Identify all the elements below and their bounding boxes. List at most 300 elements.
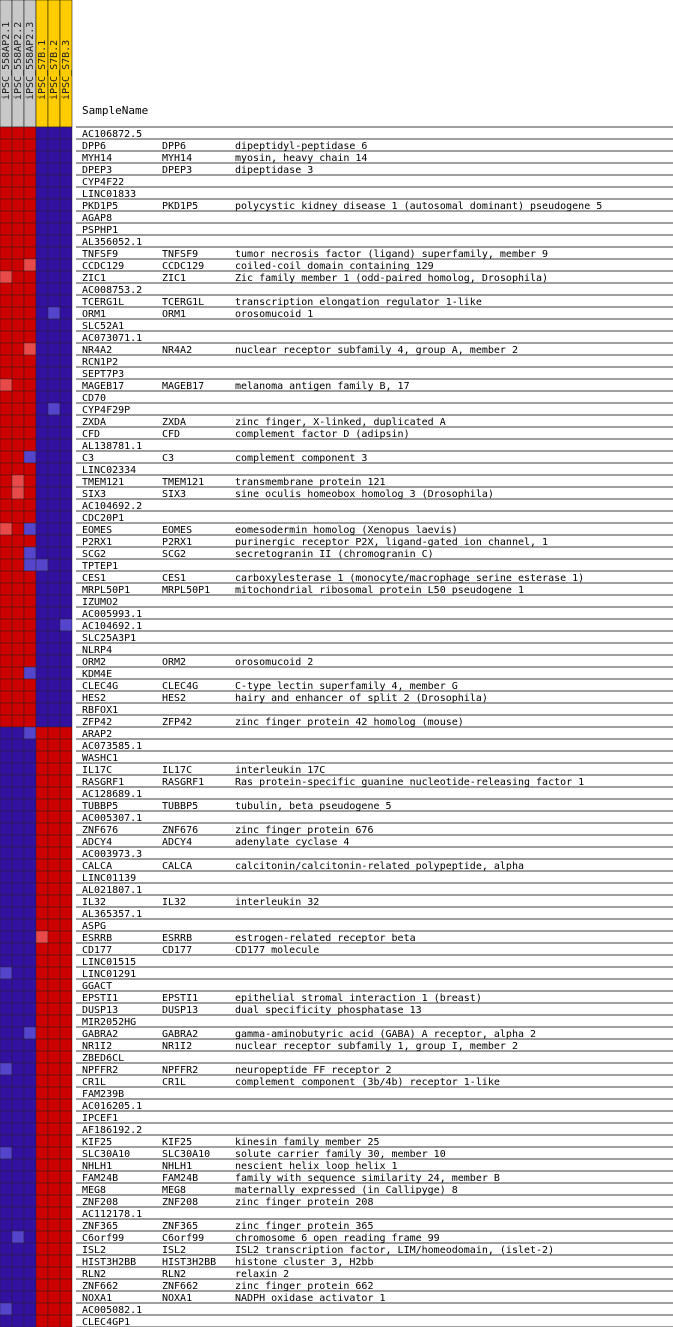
heatmap-cell	[12, 967, 24, 979]
heatmap-cell	[48, 355, 60, 367]
heatmap-cell	[48, 163, 60, 175]
heatmap-cell	[48, 1195, 60, 1207]
row-id: AC016205.1	[82, 1101, 143, 1112]
heatmap-cell	[36, 1315, 48, 1327]
heatmap-cell	[0, 223, 12, 235]
heatmap-cell	[36, 955, 48, 967]
heatmap-cell	[36, 1039, 48, 1051]
heatmap-cell	[60, 847, 72, 859]
heatmap-cell	[12, 523, 24, 535]
heatmap-cell	[0, 379, 12, 391]
heatmap-cell	[36, 343, 48, 355]
heatmap-cell	[12, 871, 24, 883]
heatmap-cell	[60, 223, 72, 235]
heatmap-cell	[48, 223, 60, 235]
heatmap-cell	[36, 619, 48, 631]
heatmap-cell	[48, 547, 60, 559]
heatmap-cell	[48, 451, 60, 463]
heatmap-cell	[36, 199, 48, 211]
heatmap-cell	[12, 355, 24, 367]
heatmap-cell	[36, 931, 48, 943]
heatmap-cell	[60, 259, 72, 271]
row-id: AL356052.1	[82, 237, 143, 248]
heatmap-cell	[36, 631, 48, 643]
heatmap-cell	[60, 1123, 72, 1135]
heatmap-cell	[12, 283, 24, 295]
heatmap-cell	[12, 187, 24, 199]
row-description: estrogen-related receptor beta	[235, 933, 416, 944]
heatmap-cell	[24, 1231, 36, 1243]
row-id: LINC02334	[82, 465, 137, 476]
row-id: ZNF676	[82, 825, 119, 836]
row-description: orosomucoid 2	[235, 657, 314, 668]
heatmap-cell	[36, 1027, 48, 1039]
heatmap-cell	[12, 1099, 24, 1111]
heatmap-cell	[24, 859, 36, 871]
heatmap-cell	[36, 163, 48, 175]
heatmap-cell	[12, 1195, 24, 1207]
heatmap-cell	[60, 343, 72, 355]
row-description: zinc finger protein 42 homolog (mouse)	[235, 717, 464, 728]
row-id: AF186192.2	[82, 1125, 143, 1136]
heatmap-cell	[48, 619, 60, 631]
heatmap-cell	[0, 775, 12, 787]
heatmap-cell	[12, 1183, 24, 1195]
heatmap-cell	[0, 319, 12, 331]
row-id: ISL2	[82, 1245, 107, 1256]
heatmap-cell	[36, 1147, 48, 1159]
heatmap-cell	[60, 427, 72, 439]
heatmap-cell	[60, 835, 72, 847]
heatmap-cell	[60, 379, 72, 391]
heatmap-cell	[36, 679, 48, 691]
heatmap-cell	[12, 691, 24, 703]
row-id: SCG2	[82, 549, 107, 560]
row-id: CD177	[82, 945, 113, 956]
heatmap-cell	[60, 883, 72, 895]
heatmap-cell	[12, 343, 24, 355]
heatmap-cell	[12, 919, 24, 931]
heatmap-cell	[48, 367, 60, 379]
heatmap-cell	[48, 271, 60, 283]
heatmap-cell	[24, 895, 36, 907]
heatmap-cell	[0, 1111, 12, 1123]
heatmap-cell	[24, 475, 36, 487]
heatmap-cell	[12, 1279, 24, 1291]
heatmap-cell	[60, 235, 72, 247]
heatmap-cell	[12, 739, 24, 751]
heatmap-cell	[60, 631, 72, 643]
heatmap-cell	[12, 511, 24, 523]
heatmap-cell	[36, 691, 48, 703]
heatmap-cell	[48, 295, 60, 307]
row-id: IPCEF1	[82, 1113, 119, 1124]
heatmap-cell	[0, 799, 12, 811]
heatmap-cell	[12, 571, 24, 583]
heatmap-cell	[24, 1171, 36, 1183]
row-id: CR1L	[82, 1077, 107, 1088]
heatmap-cell	[0, 607, 12, 619]
heatmap-cell	[24, 559, 36, 571]
heatmap-cell	[12, 259, 24, 271]
heatmap-cell	[24, 1027, 36, 1039]
heatmap-cell	[0, 763, 12, 775]
heatmap-cell	[48, 307, 60, 319]
heatmap-cell	[0, 403, 12, 415]
row-description: ISL2 transcription factor, LIM/homeodomain, (islet-2)	[235, 1245, 555, 1256]
row-description: purinergic receptor P2X, ligand-gated ion channel, 1	[235, 537, 549, 548]
row-description: dipeptidyl-peptidase 6	[235, 141, 368, 152]
heatmap-cell	[12, 895, 24, 907]
heatmap-cell	[48, 1003, 60, 1015]
heatmap-cell	[60, 1063, 72, 1075]
heatmap-cell	[24, 883, 36, 895]
heatmap-cell	[12, 163, 24, 175]
heatmap-cell	[60, 943, 72, 955]
row-id: AGAP8	[82, 213, 113, 224]
heatmap-cell	[60, 1159, 72, 1171]
row-id: MRPL50P1	[82, 585, 131, 596]
row-id: ZFP42	[82, 717, 113, 728]
heatmap-cell	[48, 655, 60, 667]
row-symbol: HIST3H2BB	[162, 1257, 217, 1268]
heatmap-cell	[0, 847, 12, 859]
heatmap-cell	[24, 907, 36, 919]
heatmap-cell	[0, 355, 12, 367]
heatmap-cell	[12, 715, 24, 727]
heatmap-cell	[60, 1015, 72, 1027]
row-description: Zic family member 1 (odd-paired homolog, Drosophila)	[235, 273, 549, 284]
row-id: CLEC4G	[82, 681, 119, 692]
heatmap-cell	[24, 1135, 36, 1147]
heatmap-cell	[60, 691, 72, 703]
row-id: TCERG1L	[82, 297, 125, 308]
heatmap-cell	[12, 295, 24, 307]
heatmap-cell	[12, 1255, 24, 1267]
heatmap-cell	[36, 331, 48, 343]
row-symbol: DUSP13	[162, 1005, 199, 1016]
heatmap-cell	[48, 835, 60, 847]
row-description: dual specificity phosphatase 13	[235, 1005, 422, 1016]
heatmap-cell	[60, 1231, 72, 1243]
heatmap-cell	[36, 1291, 48, 1303]
heatmap-cell	[60, 331, 72, 343]
row-description: nescient helix loop helix 1	[235, 1161, 398, 1172]
heatmap-cell	[24, 391, 36, 403]
row-id: TNFSF9	[82, 249, 119, 260]
row-symbol: NPFFR2	[162, 1065, 199, 1076]
row-id: EOMES	[82, 525, 113, 536]
heatmap-cell	[48, 991, 60, 1003]
sample-label: iPSC_558AP2.1	[1, 21, 12, 100]
heatmap-cell	[60, 907, 72, 919]
heatmap-cell	[36, 859, 48, 871]
heatmap-cell	[12, 211, 24, 223]
heatmap-cell	[0, 739, 12, 751]
heatmap-cell	[48, 1087, 60, 1099]
heatmap-cell	[48, 1075, 60, 1087]
heatmap-cell	[24, 235, 36, 247]
row-symbol: CCDC129	[162, 261, 205, 272]
heatmap-cell	[48, 631, 60, 643]
heatmap-cell	[60, 1207, 72, 1219]
row-id: AC112178.1	[82, 1209, 143, 1220]
heatmap-cell	[48, 943, 60, 955]
heatmap-cell	[36, 847, 48, 859]
heatmap-cell	[36, 1195, 48, 1207]
heatmap-cell	[60, 727, 72, 739]
heatmap-cell	[48, 1051, 60, 1063]
heatmap-cell	[48, 1303, 60, 1315]
heatmap-cell	[12, 247, 24, 259]
heatmap-cell	[24, 127, 36, 139]
row-symbol: ESRRB	[162, 933, 193, 944]
heatmap-cell	[48, 703, 60, 715]
heatmap-cell	[36, 223, 48, 235]
row-symbol: IL17C	[162, 765, 193, 776]
row-description: complement component (3b/4b) receptor 1-like	[235, 1077, 500, 1088]
heatmap-cell	[12, 667, 24, 679]
heatmap-cell	[60, 1315, 72, 1327]
heatmap-cell	[36, 523, 48, 535]
heatmap-cell	[60, 559, 72, 571]
row-id: LINC01833	[82, 189, 137, 200]
heatmap-cell	[60, 511, 72, 523]
heatmap-cell	[48, 175, 60, 187]
heatmap-cell	[24, 823, 36, 835]
row-id: KDM4E	[82, 669, 113, 680]
row-symbol: MYH14	[162, 153, 193, 164]
heatmap-cell	[36, 1219, 48, 1231]
row-description: coiled-coil domain containing 129	[235, 261, 434, 272]
heatmap-cell	[48, 211, 60, 223]
row-symbol: CES1	[162, 573, 187, 584]
heatmap-cell	[12, 751, 24, 763]
heatmap-cell	[36, 475, 48, 487]
heatmap-cell	[60, 1111, 72, 1123]
heatmap-cell	[48, 319, 60, 331]
heatmap-cell	[0, 163, 12, 175]
heatmap-cell	[48, 919, 60, 931]
row-description: transmembrane protein 121	[235, 477, 386, 488]
heatmap-cell	[24, 223, 36, 235]
heatmap-cell	[24, 199, 36, 211]
heatmap-cell	[48, 907, 60, 919]
row-id: CDC20P1	[82, 513, 125, 524]
sample-label: iPSC_S7B.1	[37, 39, 48, 100]
heatmap-cell	[60, 367, 72, 379]
heatmap-cell	[36, 235, 48, 247]
row-id: MAGEB17	[82, 381, 125, 392]
heatmap-cell	[12, 499, 24, 511]
heatmap-cell	[0, 343, 12, 355]
heatmap-cell	[60, 1051, 72, 1063]
heatmap-cell	[60, 139, 72, 151]
heatmap-cell	[60, 895, 72, 907]
heatmap-cell	[0, 655, 12, 667]
heatmap-cell	[36, 895, 48, 907]
heatmap-cell	[48, 487, 60, 499]
row-description: solute carrier family 30, member 10	[235, 1149, 446, 1160]
heatmap-cell	[48, 583, 60, 595]
heatmap-cell	[60, 1039, 72, 1051]
heatmap-cell	[60, 775, 72, 787]
heatmap-cell	[48, 439, 60, 451]
row-description: carboxylesterase 1 (monocyte/macrophage serine esterase 1)	[235, 573, 585, 584]
heatmap-cell	[12, 931, 24, 943]
row-id: LINC01515	[82, 957, 137, 968]
heatmap-cell	[36, 1243, 48, 1255]
heatmap-cell	[24, 1159, 36, 1171]
heatmap-cell	[48, 1267, 60, 1279]
heatmap-cell	[0, 331, 12, 343]
heatmap-cell	[36, 751, 48, 763]
heatmap-cell	[24, 1303, 36, 1315]
row-description: dipeptidase 3	[235, 165, 314, 176]
row-description: family with sequence similarity 24, member B	[235, 1173, 500, 1184]
heatmap-cell	[0, 583, 12, 595]
heatmap-cell	[12, 1015, 24, 1027]
row-description: complement factor D (adipsin)	[235, 429, 410, 440]
heatmap-cell	[24, 607, 36, 619]
heatmap-cell	[0, 1147, 12, 1159]
heatmap-cell	[48, 235, 60, 247]
heatmap-cell	[36, 139, 48, 151]
heatmap-cell	[0, 463, 12, 475]
heatmap-cell	[60, 1087, 72, 1099]
row-id: ZNF662	[82, 1281, 119, 1292]
heatmap-cell	[24, 715, 36, 727]
heatmap-cell	[36, 1111, 48, 1123]
heatmap-cell	[48, 1147, 60, 1159]
row-id: HIST3H2BB	[82, 1257, 137, 1268]
heatmap-cell	[0, 487, 12, 499]
row-id: AC005993.1	[82, 609, 143, 620]
heatmap-cell	[12, 199, 24, 211]
heatmap-cell	[24, 415, 36, 427]
row-description: complement component 3	[235, 453, 368, 464]
heatmap-cell	[24, 1315, 36, 1327]
heatmap-cell	[36, 739, 48, 751]
heatmap-cell	[12, 1063, 24, 1075]
heatmap-cell	[48, 763, 60, 775]
heatmap-cell	[12, 1147, 24, 1159]
heatmap-cell	[48, 739, 60, 751]
row-description: zinc finger protein 365	[235, 1221, 374, 1232]
heatmap-cell	[48, 151, 60, 163]
heatmap-cell	[36, 427, 48, 439]
heatmap-cell	[36, 967, 48, 979]
heatmap-cell	[24, 1015, 36, 1027]
heatmap-cell	[60, 655, 72, 667]
row-description: orosomucoid 1	[235, 309, 314, 320]
row-id: RASGRF1	[82, 777, 125, 788]
row-id: AL021807.1	[82, 885, 143, 896]
heatmap-cell	[36, 151, 48, 163]
row-id: ZBED6CL	[82, 1053, 125, 1064]
heatmap-cell	[0, 595, 12, 607]
heatmap-cell	[48, 607, 60, 619]
heatmap-cell	[24, 799, 36, 811]
heatmap-cell	[36, 943, 48, 955]
heatmap-cell	[36, 607, 48, 619]
heatmap-cell	[24, 139, 36, 151]
heatmap-cell	[0, 1303, 12, 1315]
heatmap-cell	[48, 1027, 60, 1039]
heatmap-cell	[60, 595, 72, 607]
heatmap-cell	[36, 175, 48, 187]
row-id: CD70	[82, 393, 107, 404]
heatmap-cell	[60, 175, 72, 187]
heatmap-cell	[12, 835, 24, 847]
heatmap-cell	[24, 1087, 36, 1099]
row-description: melanoma antigen family B, 17	[235, 381, 410, 392]
row-id: AC128689.1	[82, 789, 143, 800]
heatmap-cell	[12, 1171, 24, 1183]
heatmap-cell	[36, 127, 48, 139]
row-symbol: TUBBP5	[162, 801, 199, 812]
heatmap-cell	[48, 595, 60, 607]
heatmap-cell	[60, 799, 72, 811]
heatmap-cell	[60, 1291, 72, 1303]
heatmap-cell	[60, 919, 72, 931]
row-symbol: ZXDA	[162, 417, 187, 428]
heatmap-cell	[48, 1255, 60, 1267]
row-symbol: NHLH1	[162, 1161, 193, 1172]
heatmap-cell	[0, 1195, 12, 1207]
heatmap-cell	[48, 259, 60, 271]
row-symbol: CD177	[162, 945, 193, 956]
row-symbol: NR1I2	[162, 1041, 193, 1052]
heatmap-cell	[24, 1111, 36, 1123]
row-description: tumor necrosis factor (ligand) superfamily, member 9	[235, 249, 549, 260]
row-description: zinc finger protein 662	[235, 1281, 374, 1292]
heatmap-cell	[24, 163, 36, 175]
row-symbol: NR4A2	[162, 345, 193, 356]
row-description: hairy and enhancer of split 2 (Drosophila)	[235, 693, 488, 704]
row-symbol: CLEC4G	[162, 681, 199, 692]
heatmap-cell	[60, 295, 72, 307]
heatmap-cell	[48, 1171, 60, 1183]
row-id: CYP4F29P	[82, 405, 131, 416]
heatmap-cell	[60, 163, 72, 175]
heatmap-cell	[0, 1015, 12, 1027]
heatmap-cell	[36, 367, 48, 379]
row-description: eomesodermin homolog (Xenopus laevis)	[235, 525, 458, 536]
row-description: neuropeptide FF receptor 2	[235, 1065, 392, 1076]
heatmap-cell	[60, 319, 72, 331]
heatmap-cell	[12, 811, 24, 823]
heatmap-cell	[24, 643, 36, 655]
heatmap-cell	[60, 859, 72, 871]
heatmap-cell	[24, 775, 36, 787]
heatmap-cell	[60, 1195, 72, 1207]
heatmap-cell	[36, 547, 48, 559]
heatmap-cell	[36, 883, 48, 895]
row-id: CFD	[82, 429, 101, 440]
row-symbol: P2RX1	[162, 537, 193, 548]
heatmap-cell	[24, 1279, 36, 1291]
heatmap-cell	[12, 943, 24, 955]
heatmap-cell	[48, 571, 60, 583]
row-symbol: CALCA	[162, 861, 193, 872]
row-id: AC106872.5	[82, 129, 143, 140]
heatmap-cell	[36, 211, 48, 223]
row-id: ARAP2	[82, 729, 113, 740]
row-description: chromosome 6 open reading frame 99	[235, 1233, 440, 1244]
heatmap-cell	[60, 763, 72, 775]
heatmap-cell	[36, 511, 48, 523]
